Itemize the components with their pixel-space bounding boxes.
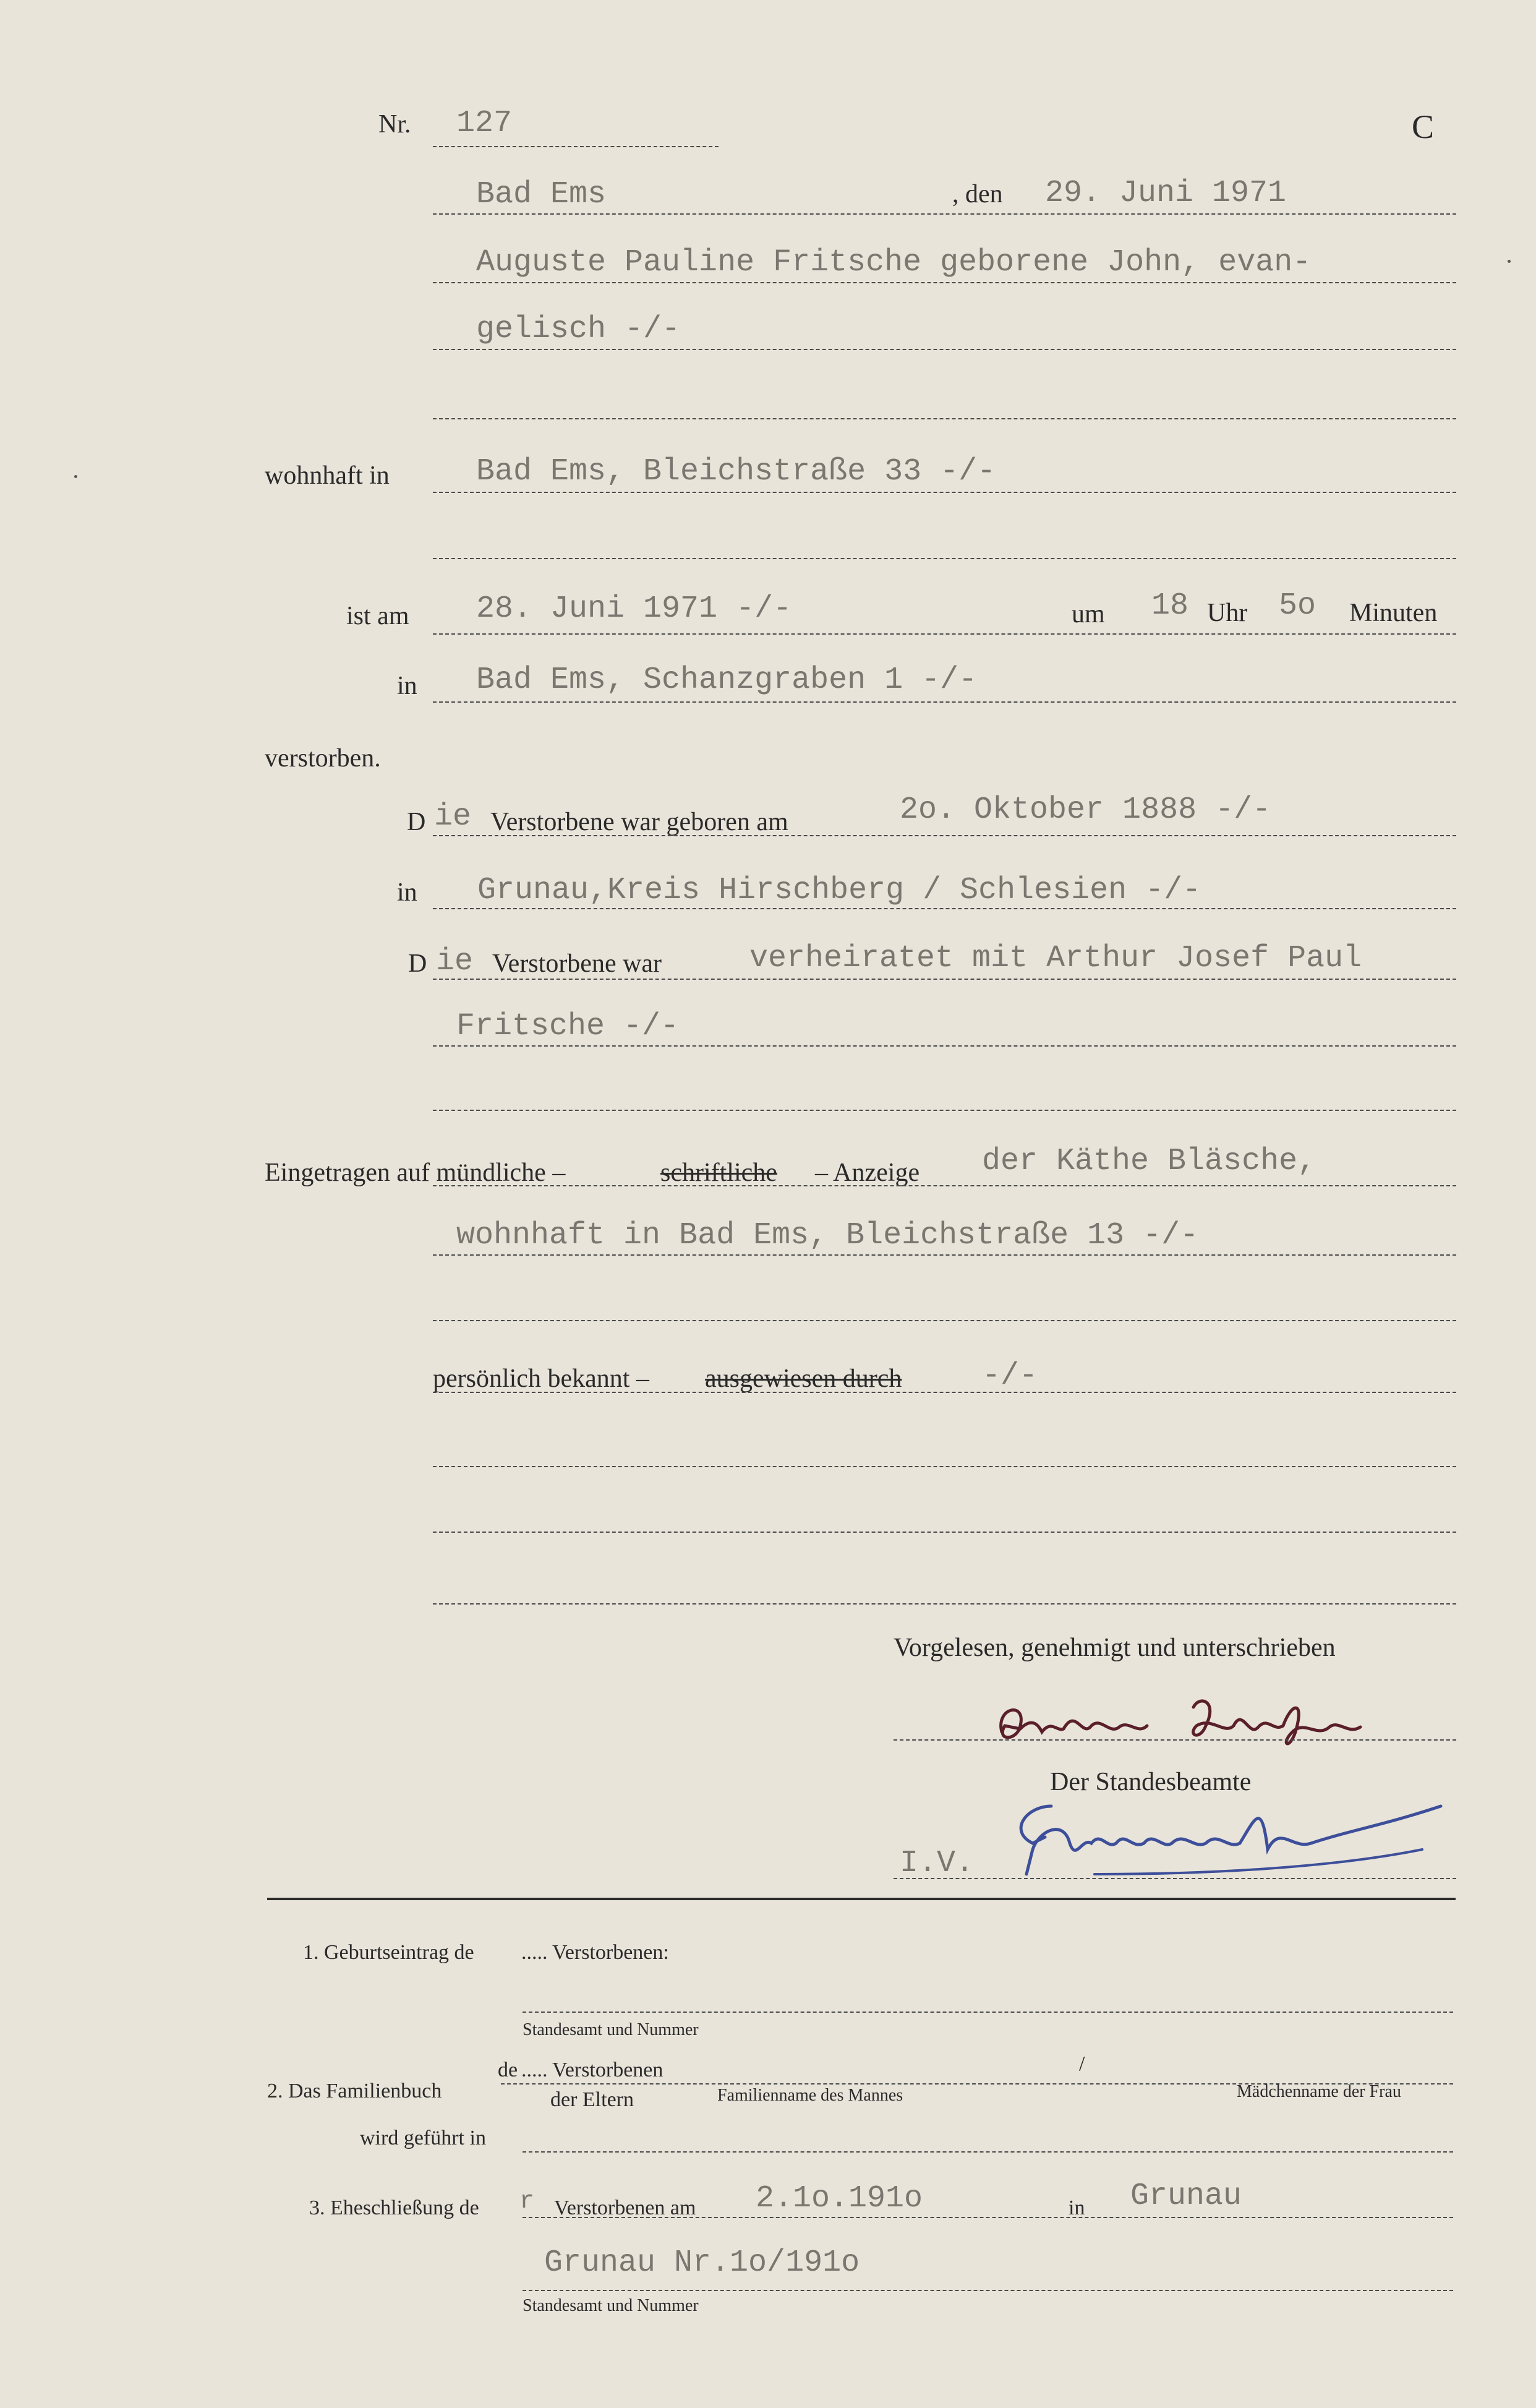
footer-item2-opt1: Verstorbenen: [552, 2059, 663, 2081]
death-place: Bad Ems, Schanzgraben 1 -/-: [476, 662, 978, 698]
blank-line-6: [433, 1532, 1456, 1533]
footer-item2-de: de: [498, 2059, 518, 2081]
paper-speck: [1508, 260, 1511, 263]
death-hour: 18: [1151, 588, 1189, 623]
registry-place: Bad Ems: [476, 177, 607, 212]
uhr-label: Uhr: [1207, 599, 1248, 627]
blank-line-3: [433, 1110, 1456, 1111]
marital-suffix: ie: [436, 944, 474, 979]
marital-prefix: D: [408, 949, 427, 978]
footer-item1-label: 1. Geburtseintrag de: [303, 1941, 474, 1964]
blank-line-5: [433, 1466, 1456, 1467]
registry-date: 29. Juni 1971: [1045, 176, 1287, 211]
marital-line-1-rule: [433, 979, 1456, 980]
report-line-2: wohnhaft in Bad Ems, Bleichstraße 13 -/-: [456, 1218, 1199, 1253]
footer-item1-after: Verstorbenen:: [552, 1941, 669, 1964]
report-label-b: – Anzeige: [815, 1159, 920, 1187]
person-line-1-rule: [433, 282, 1456, 283]
footer-registry-rule: [523, 2290, 1453, 2291]
den-label: , den: [952, 180, 1003, 208]
blank-line-1: [433, 418, 1456, 419]
footer-familienname-label: Familienname des Mannes: [717, 2086, 903, 2105]
nr-label: Nr.: [378, 110, 411, 139]
register-letter: C: [1412, 108, 1435, 145]
footer-standesamt-label: Standesamt und Nummer: [523, 2020, 699, 2039]
marital-label: Verstorbene war: [492, 949, 662, 978]
section-divider: [267, 1898, 1456, 1900]
footer-item3-date: 2.1o.191o: [756, 2181, 923, 2216]
birth-date: 2o. Oktober 1888 -/-: [900, 792, 1271, 828]
footer-item2-slash: /: [1079, 2052, 1085, 2075]
footer-wird-label: wird geführt in: [360, 2127, 486, 2149]
report-line-2-rule: [433, 1254, 1456, 1256]
death-place-rule: [433, 701, 1456, 703]
residence-value: Bad Ems, Bleichstraße 33 -/-: [476, 454, 996, 489]
death-minutes: 5o: [1279, 588, 1316, 623]
identity-label-struck: ausgewiesen durch: [705, 1365, 902, 1393]
closing-text: Vorgelesen, genehmigt und unterschrieben: [894, 1634, 1336, 1662]
iv-label: I.V.: [900, 1846, 975, 1881]
paper-speck: [74, 475, 77, 478]
footer-item3-in: in: [1069, 2196, 1085, 2219]
nr-line: [433, 146, 719, 147]
person-line-2-rule: [433, 349, 1456, 350]
identity-value: -/-: [982, 1358, 1038, 1394]
place-date-line: [433, 213, 1456, 215]
birth-prefix: D: [407, 808, 426, 836]
birth-place-rule: [433, 908, 1456, 909]
marital-line-1: verheiratet mit Arthur Josef Paul: [749, 941, 1362, 976]
footer-item1-rule: [523, 2012, 1453, 2013]
footer-item1-dots: .....: [521, 1941, 548, 1964]
marital-line-2: Fritsche -/-: [456, 1009, 680, 1044]
blank-line-7: [433, 1603, 1456, 1605]
footer-item3-place: Grunau: [1130, 2179, 1242, 2214]
footer-item3-after: Verstorbenen am: [554, 2196, 696, 2219]
person-line-2: gelisch -/-: [476, 312, 681, 347]
birth-suffix: ie: [434, 799, 472, 834]
footer-maedchenname-label: Mädchenname der Frau: [1237, 2082, 1401, 2101]
blank-line-4: [433, 1320, 1456, 1321]
um-label: um: [1072, 600, 1105, 628]
footer-item2-label: 2. Das Familienbuch: [267, 2080, 442, 2102]
identity-label-a: persönlich bekannt –: [433, 1365, 649, 1393]
footer-item3-rule: [523, 2217, 1453, 2218]
footer-item2-dots: .....: [521, 2059, 548, 2081]
marital-line-2-rule: [433, 1045, 1456, 1047]
minuten-label: Minuten: [1349, 599, 1438, 627]
person-line-1: Auguste Pauline Fritsche geborene John, evan-: [476, 245, 1312, 280]
death-date: 28. Juni 1971 -/-: [476, 591, 792, 627]
residence-label: wohnhaft in: [265, 461, 390, 490]
report-label-struck: schriftliche: [660, 1159, 777, 1187]
footer-item3-label: 3. Eheschließung de: [309, 2196, 479, 2219]
footer-item3-suffix: r: [519, 2188, 535, 2216]
birth-in-label: in: [397, 878, 417, 907]
death-date-rule: [433, 633, 1456, 635]
registrar-label: Der Standesbeamte: [1050, 1768, 1252, 1796]
footer-item2-opt2: der Eltern: [550, 2088, 634, 2111]
report-label-a: Eingetragen auf mündliche –: [265, 1159, 566, 1187]
residence-rule: [433, 492, 1456, 493]
identity-rule: [433, 1392, 1456, 1393]
verstorben-label: verstorben.: [265, 744, 381, 773]
record-number: 127: [456, 106, 513, 141]
registrar-signature: [989, 1781, 1459, 1887]
ist-am-label: ist am: [346, 602, 409, 630]
report-line-1-rule: [433, 1185, 1456, 1186]
footer-wird-rule: [523, 2151, 1453, 2153]
footer-item3-registry: Grunau Nr.1o/191o: [544, 2245, 860, 2281]
informant-signature: [983, 1682, 1466, 1757]
registrar-signature-rule: [894, 1878, 1456, 1879]
footer-standesamt-label-2: Standesamt und Nummer: [523, 2296, 699, 2315]
report-line-1: der Käthe Bläsche,: [982, 1144, 1316, 1179]
birth-date-rule: [433, 835, 1456, 836]
birth-place: Grunau,Kreis Hirschberg / Schlesien -/-: [477, 873, 1201, 908]
birth-label: Verstorbene war geboren am: [490, 808, 788, 836]
informant-signature-rule: [894, 1739, 1456, 1741]
blank-line-2: [433, 558, 1456, 559]
death-in-label: in: [397, 672, 417, 700]
